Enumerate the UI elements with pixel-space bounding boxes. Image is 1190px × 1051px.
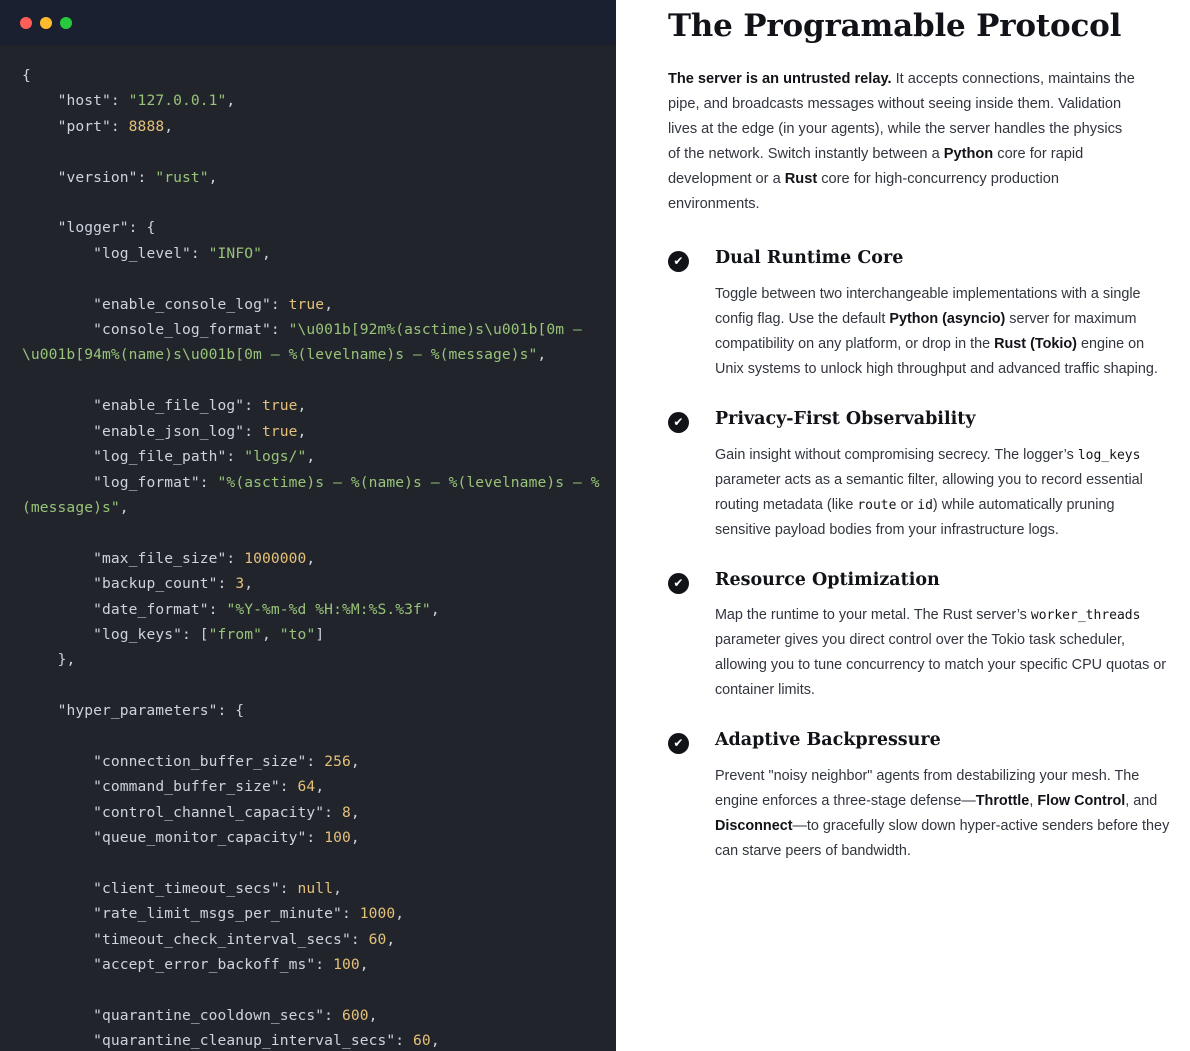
emphasis-text: Throttle [975, 793, 1030, 810]
feature-content [696, 408, 1170, 543]
body-text: , and [1125, 793, 1158, 810]
intro-text-1: It accepts connections, maintains the pipe, and broadcasts messages without seeing inside them. Validation lives at the edge (in your agents), while the server handles the physics of the network. Switch instantly between a [667, 71, 1135, 163]
body-text: parameter gives you direct control over the Tokio task scheduler, allowing you to tune concurrency to match your specific CPU quotas or container limits. [714, 632, 1167, 699]
check-circle-icon: ✔ [668, 733, 689, 754]
feature-icon-wrap [668, 412, 696, 543]
emphasis-text: Rust (Tokio) [994, 335, 1077, 352]
intro-text-2: core for rapid development or a [667, 146, 1084, 188]
code-editor[interactable] [0, 45, 616, 1051]
body-text: Gain insight without compromising secrecy. The logger’s [714, 446, 1078, 463]
feature-item [668, 408, 1170, 543]
zoom-window-button[interactable] [60, 17, 72, 29]
feature-title: Privacy-First Observability [714, 408, 976, 429]
minimize-window-button[interactable] [40, 17, 52, 29]
feature-description [715, 282, 1170, 382]
body-text: engine on Unix systems to unlock high throughput and advanced traffic shaping. [714, 335, 1158, 377]
inline-code: log_keys [1077, 447, 1141, 463]
feature-item [668, 247, 1170, 382]
inline-code: route [857, 497, 897, 513]
feature-title: Dual Runtime Core [714, 248, 904, 269]
check-circle-icon: ✔ [668, 251, 689, 272]
inline-code: id [917, 497, 933, 513]
intro-text-3: core for high-concurrency production environments. [667, 171, 1059, 213]
intro-paragraph [668, 67, 1138, 217]
body-text: or [896, 496, 918, 513]
feature-content [696, 569, 1170, 704]
intro-lead: The server is an untrusted relay. [667, 71, 892, 88]
feature-description [715, 443, 1170, 543]
emphasis-text: Flow Control [1037, 793, 1126, 810]
body-text: parameter acts as a semantic filter, allowing you to record essential routing metadata (like [714, 471, 1143, 513]
page-title: The Programable Protocol [667, 8, 1122, 44]
feature-icon-wrap [668, 733, 696, 864]
check-circle-icon: ✔ [668, 573, 689, 594]
emphasis-text: Disconnect [714, 818, 793, 835]
body-text: , [1029, 793, 1038, 810]
inline-code: worker_threads [1030, 608, 1141, 624]
window-titlebar [0, 0, 616, 45]
code-content: { "host": "127.0.0.1", "port": 8888, "version": "rust", "logger": { "log_level": "INFO", "enable_console_log": true, "console_log_format": "\u001b[92m%(asctime)s\u001b[0m — \u001b[94m%(name)s\u001b[0m — %(levelname)s — %(message)s", "enable_file_log": true, "enable_json_log": true, "log_file_path": "logs/", "log_format": "%(asctime)s — %(name)s — %(levelname)s — %(message)s", "max_file_size": 1000000, "backup_count": 3, "date_format": "%Y-%m-%d %H:%M:%S.%3f", "log_keys": ["from", "to"] }, "hyper_parameters": { "connection_buffer_size": 256, "command_buffer_size": 64, "control_channel_capacity": 8, "queue_monitor_capacity": 100, "client_timeout_secs": null, "rate_limit_msgs_per_minute": 1000, "timeout_check_interval_secs": 60, "accept_error_backoff_ms": 100, "quarantine_cooldown_secs": 600, "quarantine_cleanup_interval_secs": 60, [22, 67, 600, 1050]
feature-content [696, 247, 1170, 382]
feature-item [668, 569, 1170, 704]
feature-description [715, 603, 1170, 703]
body-text: ) while automatically pruning sensitive payload bodies from your infrastructure logs. [714, 496, 1115, 538]
intro-bold-python: Python [943, 146, 994, 163]
article-panel [616, 0, 1190, 1051]
feature-item [668, 729, 1170, 864]
body-text: Prevent "noisy neighbor" agents from destabilizing your mesh. The engine enforces a three-stage defense— [714, 768, 1140, 810]
feature-content [696, 729, 1170, 864]
feature-title: Adaptive Backpressure [714, 730, 941, 751]
body-text: Map the runtime to your metal. The Rust server’s [714, 607, 1031, 624]
intro-bold-rust: Rust [784, 171, 818, 188]
body-text: Toggle between two interchangeable implementations with a single config flag. Use the default [714, 285, 1141, 327]
feature-title: Resource Optimization [714, 569, 940, 590]
close-window-button[interactable] [20, 17, 32, 29]
feature-description [715, 764, 1170, 864]
body-text: —to gracefully slow down hyper-active senders before they can starve peers of bandwidth. [714, 818, 1170, 860]
body-text: server for maximum compatibility on any platform, or drop in the [714, 310, 1137, 352]
check-circle-icon: ✔ [668, 412, 689, 433]
feature-icon-wrap [668, 251, 696, 382]
feature-list [668, 247, 1170, 864]
emphasis-text: Python (asyncio) [889, 310, 1006, 327]
feature-icon-wrap [668, 573, 696, 704]
